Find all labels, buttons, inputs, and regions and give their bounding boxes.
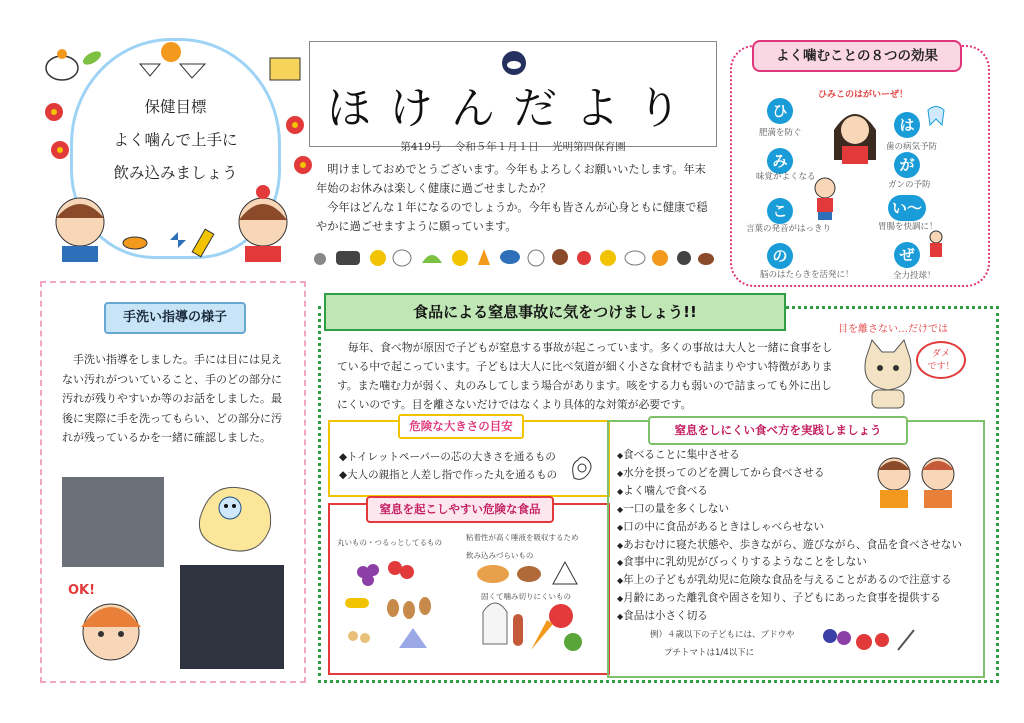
prevention-item: ◆ 食べることに集中させる: [617, 447, 962, 465]
issue-info: [310, 139, 716, 154]
beans-icon: [348, 631, 370, 643]
danger-size-item: ◆トイレットペーパーの芯の大きさを通るもの: [339, 451, 556, 463]
danger-food-caption: 固くて噛み切りにくいもの: [481, 592, 571, 601]
leaf-icon: [81, 49, 103, 68]
prevention-item: ◆ あおむけに寝た状態や、歩きながら、遊びながら、食品を食べさせない: [617, 537, 962, 555]
prevention-item: ◆ 口の中に食品があるときはしゃべらせない: [617, 519, 962, 537]
effect-label: 歯の病気予防: [886, 142, 938, 152]
pinwheel-icon: [170, 232, 186, 248]
effect-char-ha: は: [894, 112, 920, 138]
intro-text: [316, 160, 708, 236]
grapes-icon: [357, 564, 379, 586]
danger-food-caption: 丸いもの・つるっとしてるもの: [337, 538, 442, 547]
plum-flower-icon: [51, 141, 69, 159]
onigiri-icon: [553, 562, 577, 584]
children-eating-icon: [870, 452, 964, 512]
boy-kimono-icon: [56, 198, 104, 262]
health-goal-line2: 飲み込みましょう: [113, 164, 238, 182]
effect-label: 肥満を防ぐ: [759, 128, 802, 138]
effect-label: 言葉の発音がはっきり: [746, 224, 832, 234]
prevention-note: プチトマトは1/4以下に: [664, 648, 755, 658]
broccoli-icon: [564, 633, 582, 651]
effect-label: 胃腸を快調に！: [878, 222, 938, 232]
ok-label: OK!: [68, 583, 96, 598]
sausage-icon: [513, 614, 523, 646]
danger-foods-illustration: [333, 550, 603, 665]
germ-character-icon: [190, 478, 280, 558]
handwash-photo-2: [180, 565, 284, 669]
intro-paragraph: 今年はどんな１年になるのでしょうか。今年も皆さんが心身ともに健康で穏やかに過ごせますように願っています。: [316, 201, 708, 233]
cut-grapes-tomato-icon: [818, 622, 918, 662]
danger-size-title: 危険な大きさの目安: [398, 414, 524, 439]
cherry-tomato-icon: [388, 561, 414, 579]
plum-flower-icon: [45, 103, 63, 121]
girl-kimono-icon: [239, 185, 287, 262]
choking-title: 食品による窒息事故に気をつけましょう!!: [324, 293, 786, 331]
intro-paragraph: 明けましておめでとうございます。今年もよろしくお願いいたします。年末年始のお休みは楽しく健康に過ごせましたか？: [316, 163, 706, 195]
candy-icon: [345, 598, 369, 608]
new-year-decorations: [40, 40, 320, 265]
danger-size-item: ◆大人の親指と人差し指で作った丸を通るもの: [339, 469, 558, 481]
page-title: ほけんだより: [327, 83, 699, 134]
hand-circle-icon: [568, 452, 596, 484]
newsletter-title-box: [309, 41, 717, 153]
prevention-item: ◆ 一口の量を多くしない: [617, 501, 962, 519]
handwash-body: 手洗い指導をしました。手には目には見えない汚れがついていること、手のどの部分に汚れが残りやすいか等のお話をしました。最後に実際に手を洗ってもらい、どの部分に汚れが残っているかを一緒に確認しました。: [62, 353, 282, 444]
hagoita-icon: [192, 229, 214, 257]
effect-label: 脳のはたらきを活発に！: [760, 270, 854, 280]
danger-food-caption: 粘着性が高く唾液を吸収するため: [466, 533, 579, 542]
child-ok-icon: [66, 592, 156, 674]
chewing-effects-title: よく噛むことの８つの効果: [752, 40, 962, 72]
cat-character-icon: [858, 338, 918, 410]
handwash-title: 手洗い指導の様子: [104, 302, 246, 334]
effect-char-ze: ぜ: [894, 242, 920, 268]
effect-char-i: い〜: [888, 195, 926, 221]
prevention-item: ◆ 食事中に乳幼児がびっくりするようなことをしない: [617, 554, 962, 572]
effect-char-ko: こ: [767, 198, 793, 224]
issue-date: 令和５年１月１日: [454, 141, 539, 153]
plum-flower-icon: [294, 156, 312, 174]
boy-running-icon: [808, 176, 843, 221]
zodiac-animals-row: [310, 243, 715, 273]
koma-top-icon: [123, 237, 147, 249]
orange-icon: [161, 42, 181, 62]
prevention-title: 窒息をしにくい食べ方を実践しましょう: [648, 416, 908, 445]
plum-flower-icon: [286, 116, 304, 134]
school-name: 光明第四保育園: [552, 141, 626, 153]
danger-foods-title: 窒息を起こしやすい危険な食品: [366, 496, 554, 523]
prevention-note: 例）４歳以下の子どもには、ブドウや: [650, 630, 795, 640]
boy-exercise-icon: [925, 230, 947, 260]
effect-label: 味覚がよくなる: [756, 172, 816, 182]
prevention-item: ◆ よく噛んで食べる: [617, 483, 962, 501]
cat-note: 目を離さない…だけでは: [838, 324, 948, 335]
choking-body: [337, 338, 833, 414]
health-goal-line1: よく噛んで上手に: [113, 131, 238, 149]
carrot-icon: [531, 620, 553, 650]
tooth-character-icon: [925, 105, 947, 127]
sweet-potato-icon: [517, 566, 541, 582]
danger-size-list: [339, 448, 557, 484]
effect-char-hi: ひ: [767, 98, 793, 124]
handwash-photo-1: [62, 477, 164, 567]
prevention-item: ◆ 年上の子どもが乳幼児に危険な食品を与えることがあるので注意する: [617, 572, 962, 590]
squid-icon: [483, 603, 507, 644]
prevention-item: ◆ 食品は小さく切る: [617, 608, 962, 626]
jelly-icon: [399, 628, 427, 648]
cat-speech-bubble: ダメ です！: [916, 341, 966, 379]
effect-label: ガンの予防: [888, 180, 931, 190]
prevention-item: ◆ 水分を摂ってのどを潤してから食べさせる: [617, 465, 962, 483]
health-goal-heading: 保健目標: [144, 98, 207, 116]
bread-icon: [477, 565, 509, 583]
effect-char-mi: み: [767, 148, 793, 174]
effect-label: 全力投球！: [893, 271, 936, 281]
effect-char-no: の: [767, 243, 793, 269]
nuts-icon: [387, 597, 431, 619]
himiko-character-icon: [830, 100, 880, 165]
choking-paragraph: 毎年、食べ物が原因で子どもが窒息する事故が起こっています。多くの事故は大人と一緒に食事をしている中で起こっています。子どもは大人に比べ気道が細く小さな食材でも詰まりやすい特徴があります。また噛む力が弱く、丸のみしてしまう場合があります。咳をする力も弱いので詰まっても外に出しにくいのです。目を離さないだけではなくより具体的な対策が必要です。: [337, 341, 833, 411]
kagami-mochi-icon: [46, 49, 78, 80]
danger-food-caption: 飲み込みづらいもの: [466, 551, 534, 560]
himiko-banner: ひみこのはがいーぜ！: [818, 90, 909, 100]
gohei-icon: [140, 64, 205, 78]
effect-char-ga: が: [894, 152, 920, 178]
issue-number: 第419号: [400, 141, 442, 153]
prevention-item: ◆ 月齢にあった離乳食や固さを知り、子どもにあった食事を提供する: [617, 590, 962, 608]
ema-icon: [270, 58, 300, 80]
